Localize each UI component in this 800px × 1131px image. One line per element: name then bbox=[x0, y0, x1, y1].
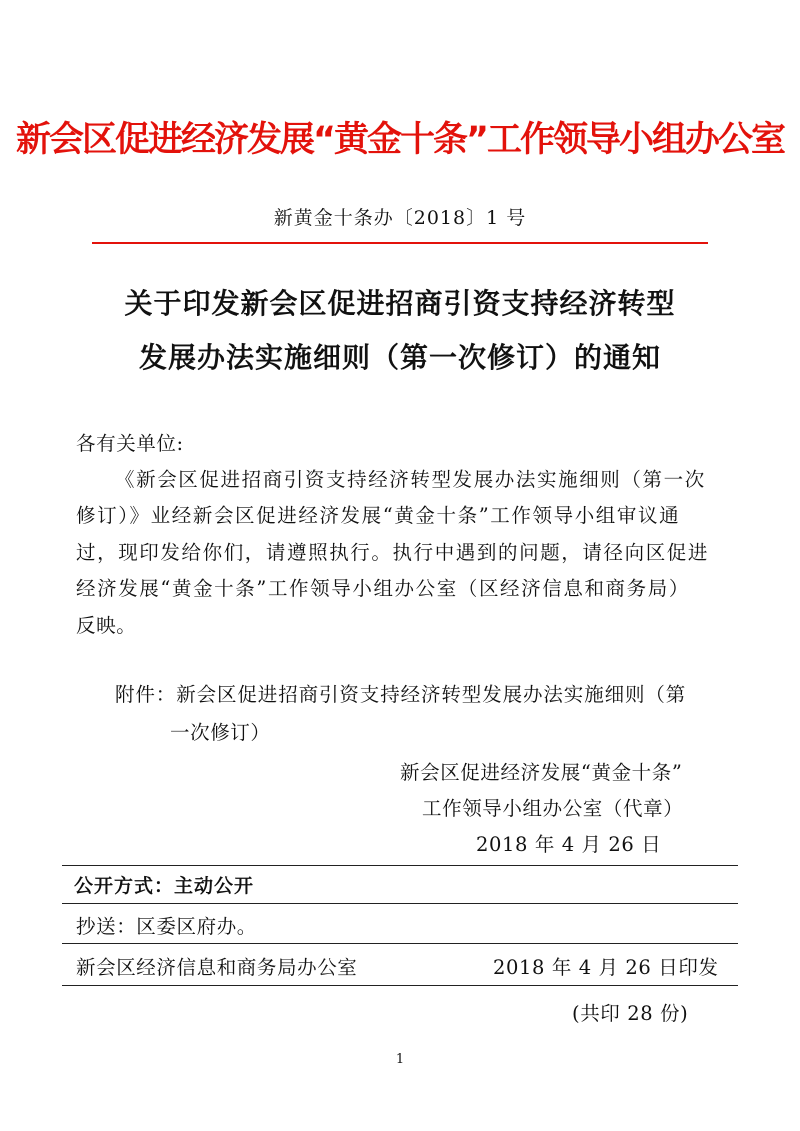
red-separator-line bbox=[92, 242, 708, 244]
signature-issuer-line-1: 新会区促进经济发展“黄金十条” bbox=[400, 761, 683, 784]
body-paragraph-line-5: 反映。 bbox=[76, 614, 137, 637]
copies-count: (共印 28 份) bbox=[572, 1002, 689, 1025]
body-paragraph-line-2: 修订）》业经新会区促进经济发展“黄金十条”工作领导小组审议通 bbox=[76, 504, 681, 527]
disclosure-method: 公开方式：主动公开 bbox=[74, 875, 255, 897]
salutation: 各有关单位: bbox=[76, 432, 184, 455]
printing-office: 新会区经济信息和商务局办公室 bbox=[76, 956, 358, 979]
signature-date: 2018 年 4 月 26 日 bbox=[476, 833, 662, 856]
notice-title-line-1: 关于印发新会区促进招商引资支持经济转型 bbox=[124, 287, 676, 320]
footer-rule-bottom bbox=[62, 985, 738, 986]
footer-rule-2 bbox=[62, 903, 738, 904]
document-number: 新黄金十条办〔2018〕1 号 bbox=[273, 207, 527, 229]
issuing-office-header: 新会区促进经济发展“黄金十条”工作领导小组办公室 bbox=[15, 120, 784, 160]
print-date: 2018 年 4 月 26 日印发 bbox=[493, 956, 719, 979]
copy-to-line: 抄送：区委区府办。 bbox=[76, 915, 257, 938]
body-paragraph-line-3: 过，现印发给你们，请遵照执行。执行中遇到的问题，请径向区促进 bbox=[76, 541, 710, 564]
body-paragraph-line-1: 《新会区促进招商引资支持经济转型发展办法实施细则（第一次 bbox=[115, 468, 706, 491]
signature-issuer-line-2: 工作领导小组办公室（代章） bbox=[422, 797, 684, 820]
footer-rule-3 bbox=[62, 943, 738, 944]
notice-title-line-2: 发展办法实施细则（第一次修订）的通知 bbox=[138, 341, 661, 374]
footer-rule-top bbox=[62, 865, 738, 866]
attachment-line-2: 一次修订） bbox=[170, 721, 271, 744]
page-number: 1 bbox=[395, 1052, 405, 1067]
body-paragraph-line-4: 经济发展“黄金十条”工作领导小组办公室（区经济信息和商务局） bbox=[76, 577, 690, 600]
attachment-line-1: 附件：新会区促进招商引资支持经济转型发展办法实施细则（第 bbox=[115, 683, 687, 706]
